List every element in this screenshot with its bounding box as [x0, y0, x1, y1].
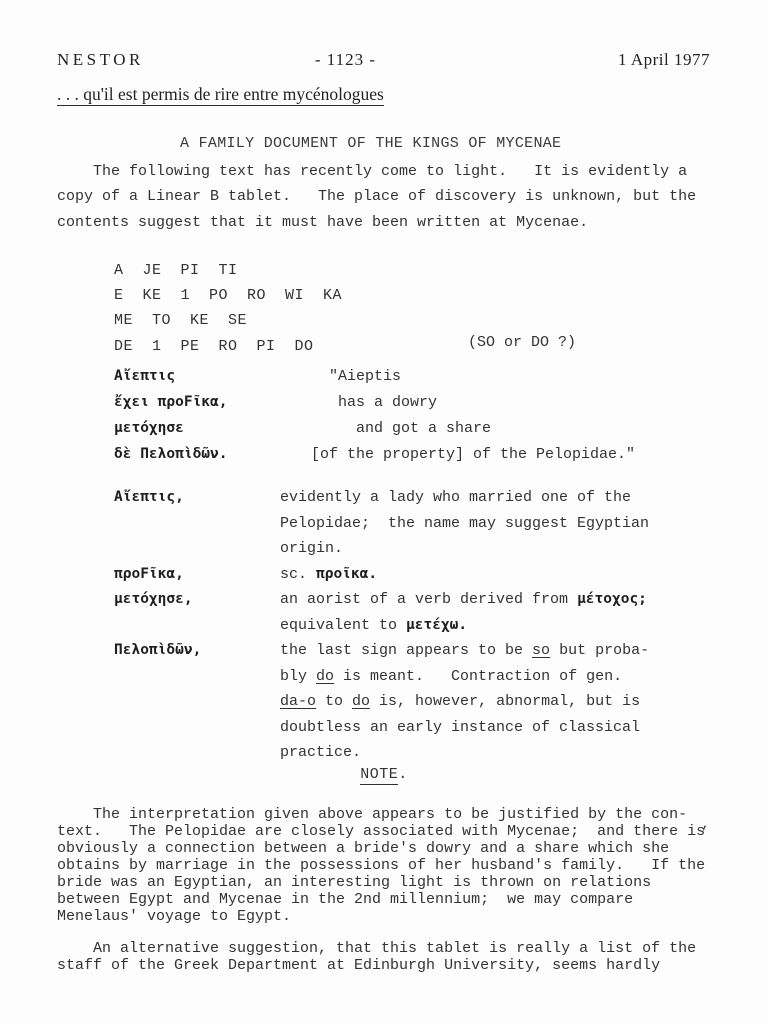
note-heading-period: . — [398, 766, 408, 783]
intro-paragraph — [57, 159, 696, 235]
translation-column — [311, 364, 635, 468]
commentary-text — [280, 587, 647, 613]
text-line: E KE 1 PO RO WI KA — [114, 287, 343, 305]
text-line: copy of a Linear B tablet. The place of discovery is unknown, but the — [57, 188, 697, 206]
commentary-term: μετόχησε, — [114, 591, 193, 607]
underlined-sign: so — [532, 642, 551, 659]
page-header — [57, 50, 710, 70]
text-segment: but proba- — [550, 642, 650, 659]
text-segment: equivalent to — [280, 616, 407, 634]
commentary-term — [114, 740, 280, 766]
text-segment: evidently a lady who married one of the — [280, 489, 632, 506]
scan-artifact-comma: , — [701, 816, 711, 833]
text-line: "Aieptis — [311, 368, 402, 385]
commentary-text — [280, 613, 467, 639]
commentary-term — [114, 664, 280, 690]
text-segment: practice. — [280, 744, 362, 761]
motto-row — [57, 84, 384, 105]
text-line: bride was an Egyptian, an interesting light is thrown on relations — [57, 874, 652, 891]
article-title: A FAMILY DOCUMENT OF THE KINGS OF MYCENAE — [180, 135, 562, 152]
text-line: μετόχησε — [114, 420, 184, 436]
commentary-row — [114, 715, 649, 741]
greek-word: προῖκα. — [316, 565, 378, 582]
text-line: ἔχει προFῖκα, — [114, 394, 228, 410]
greek-word: μέτοχος; — [577, 591, 647, 607]
text-segment: origin. — [280, 540, 344, 557]
page-number: - 1123 - — [314, 50, 377, 69]
text-line: obviously a connection between a bride's dowry and a share which she — [57, 840, 670, 857]
commentary-text — [280, 689, 640, 715]
commentary-row — [114, 740, 649, 766]
text-line: obtains by marriage in the possessions of her husband's family. If the — [57, 857, 706, 874]
text-line: staff of the Greek Department at Edinburgh University, seems hardly — [57, 957, 661, 974]
text-line: The interpretation given above appears to be justified by the con- — [57, 806, 688, 823]
text-line: Menelaus' voyage to Egypt. — [57, 908, 292, 925]
text-line: The following text has recently come to light. It is evidently a — [57, 163, 688, 180]
commentary-row — [114, 485, 649, 511]
text-line: Αἴεπτις — [114, 368, 176, 384]
commentary-text — [280, 536, 343, 562]
text-segment: doubtless an early instance of classical — [280, 718, 641, 736]
commentary-term — [114, 613, 280, 639]
commentary-text — [280, 638, 649, 664]
greek-word: μετέχω. — [406, 616, 468, 633]
text-line: DE 1 PE RO PI DO — [114, 337, 314, 355]
text-segment: bly — [280, 667, 317, 685]
note-heading-word: NOTE — [360, 766, 399, 783]
text-line: and got a share — [311, 420, 492, 437]
text-line: A JE PI TI — [114, 262, 238, 279]
commentary-row — [114, 562, 649, 588]
commentary-text — [280, 715, 640, 741]
text-segment: Pelopidae; the name may suggest Egyptian — [280, 514, 650, 532]
commentary-row — [114, 664, 649, 690]
commentary-row — [114, 536, 649, 562]
commentary-text — [280, 740, 361, 766]
commentary-row — [114, 613, 649, 639]
text-line: between Egypt and Mycenae in the 2nd millennium; we may compare — [57, 891, 634, 908]
commentary-term: Αἴεπτις, — [114, 489, 184, 505]
commentary-text — [280, 485, 631, 511]
text-segment: the last sign appears to be — [280, 642, 533, 659]
underlined-sign: do — [352, 693, 371, 710]
tablet-transliteration — [114, 258, 342, 359]
greek-text-column — [114, 363, 228, 467]
commentary-row — [114, 689, 649, 715]
motto-text: . . . qu'il est permis de rire entre mycénologues — [57, 84, 384, 104]
text-segment: sc. — [280, 565, 317, 583]
tablet-reading-query: (SO or DO ?) — [468, 334, 577, 351]
commentary-text — [280, 511, 649, 537]
note-paragraph-2 — [57, 940, 696, 974]
commentary-term — [114, 536, 280, 562]
text-segment: is meant. Contraction of gen. — [334, 667, 623, 685]
commentary-section — [114, 485, 649, 766]
text-line: An alternative suggestion, that this tablet is really a list of the — [57, 940, 697, 957]
text-line: contents suggest that it must have been written at Mycenae. — [57, 213, 589, 231]
commentary-term — [114, 511, 280, 537]
commentary-term — [114, 689, 280, 715]
commentary-term — [114, 715, 280, 741]
commentary-term: Πελοπὶδῶν, — [114, 642, 202, 658]
commentary-text — [280, 664, 622, 690]
text-segment: to — [316, 693, 353, 710]
journal-name: NESTOR — [57, 50, 144, 69]
commentary-row — [114, 638, 649, 664]
note-paragraph-1 — [57, 806, 705, 925]
note-heading — [0, 766, 768, 783]
issue-date: 1 April 1977 — [618, 50, 710, 69]
commentary-term: προFῖκα, — [114, 565, 184, 582]
commentary-text — [280, 562, 377, 588]
commentary-row — [114, 511, 649, 537]
text-line: text. The Pelopidae are closely associated with Mycenae; and there is — [57, 823, 706, 840]
text-line: δὲ Πελοπὶδῶν. — [114, 446, 228, 462]
text-segment: an aorist of a verb derived from — [280, 591, 578, 608]
underlined-sign: da-o — [280, 693, 317, 710]
commentary-row — [114, 587, 649, 613]
underlined-sign: do — [316, 667, 335, 685]
text-line: [of the property] of the Pelopidae." — [311, 446, 636, 463]
text-line: ME TO KE SE — [114, 312, 248, 330]
text-line: has a dowry — [311, 394, 438, 411]
text-segment: is, however, abnormal, but is — [370, 693, 641, 710]
